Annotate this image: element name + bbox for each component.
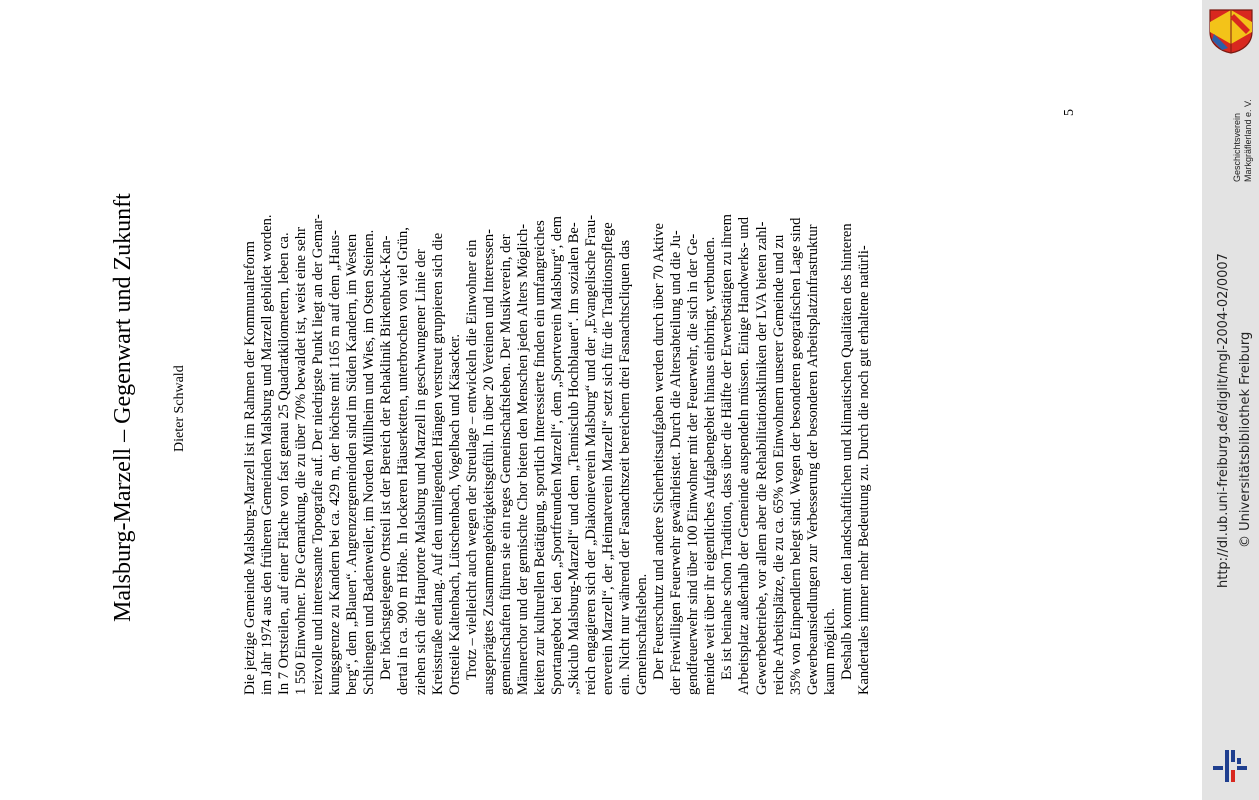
author-name: Dieter Schwald	[172, 365, 187, 452]
body-line: 35% von Einpendlern belegt sind. Wegen der besonderen geografischen Lage sind	[787, 217, 804, 695]
body-line: Der höchstgelegene Ortsteil ist der Bereich der Rehaklinik Birkenbuck-Kan-	[378, 235, 395, 680]
body-line: Gemeinschaftsleben.	[634, 573, 651, 695]
body-line: Gewerbebetriebe, vor allem aber die Rehabilitationskliniken der LVA bieten zahl-	[753, 221, 770, 695]
source-url-link[interactable]: http://dl.ub.uni-freiburg.de/diglit/mgl-2004-02/0007	[1216, 253, 1231, 588]
body-line: Trotz – vielleicht auch wegen der Streulage – entwickeln die Einwohner ein	[463, 239, 480, 680]
copyright-notice: © Universitätsbibliothek Freiburg	[1238, 331, 1253, 548]
body-line: berg“, dem „Blauen“. Angrenzergemeinden sind im Süden Kandern, im Westen	[344, 233, 361, 695]
body-line: der Freiwilligen Feuerwehr gewährleistet. Durch die Altersabteilung und die Ju-	[668, 230, 685, 695]
body-line: „Skiclub Malsburg-Marzell“ und dem „Tennisclub Hochblauen“. Im sozialen Be-	[565, 222, 582, 695]
body-line: Männerchor und der gemischte Chor bieten den Menschen jeden Alters Möglich-	[514, 223, 531, 695]
body-line: ausgeprägtes Zusammengehörigkeitsgefühl. In über 20 Vereinen und Interessen-	[480, 228, 497, 695]
body-line: dertal in ca. 900 m Höhe. In lockeren Häuserketten, unterbrochen von viel Grün,	[395, 227, 412, 695]
body-line: reiche Arbeitsplätze, die zu ca. 65% von Einwohnern unserer Gemeinde und zu	[770, 234, 787, 695]
body-line: 1 550 Einwohner. Die Gemarkung, die zu über 70% bewaldet ist, weist eine sehr	[293, 227, 310, 695]
body-line: Kandertales immer mehr Bedeutung zu. Durch die noch gut erhaltene natürli-	[855, 245, 872, 695]
body-line: im Jahr 1974 aus den früheren Gemeinden Malsburg und Marzell gebildet worden.	[259, 214, 276, 695]
body-line: Arbeitsplatz außerhalb der Gemeinde auspendeln müssen. Einige Handwerks- und	[736, 217, 753, 695]
ub-freiburg-logo-icon	[1210, 746, 1250, 786]
body-line: kaum möglich.	[821, 608, 838, 695]
body-line: ein. Nicht nur während der Fasnachtszeit bereichern drei Fasnachtscliquen das	[617, 240, 634, 695]
body-line: Der Feuerschutz und andere Sicherheitsaufgaben werden durch über 70 Aktive	[651, 223, 668, 680]
body-line: enverein Marzell“, der „Heimatverein Marzell“ setzt sich für die Traditionspflege	[600, 222, 617, 695]
body-line: reich engagieren sich der „Diakonieverein Malsburg“ und der „Evangelische Frau-	[583, 214, 599, 695]
body-line: Deshalb kommt den landschaftlichen und klimatischen Qualitäten des hinteren	[838, 223, 855, 680]
body-line: Die jetzige Gemeinde Malsburg-Marzell ist im Rahmen der Kommunalreform	[242, 241, 258, 695]
page-title: Malsburg-Marzell – Gegenwart und Zukunft	[110, 193, 136, 622]
society-name-line2: Markgräflerland e. V.	[1243, 99, 1253, 182]
page-number: 5	[1062, 109, 1077, 116]
body-line: Kreisstraße entlang. Auf den umliegenden Hängen verstreut gruppieren sich die	[429, 232, 446, 695]
body-line: Schliengen und Badenweiler, im Norden Müllheim und Wies, im Osten Steinen.	[361, 229, 378, 695]
body-line: Gewerbeansiedlungen zur Verbesserung der besonderen Arbeitsplatzinfrastruktur	[804, 224, 821, 695]
body-line: gemeinschaften führen sie ein reges Gemeinschaftsleben. Der Musikverein, der	[497, 234, 514, 695]
body-line: In 7 Ortsteilen, auf einer Fläche von fast genau 25 Quadratkilometern, leben ca.	[276, 232, 293, 695]
coat-of-arms-icon	[1208, 8, 1254, 54]
body-line: meinde weit über ihr eigentliches Aufgabengebiet hinaus einbringt, verbunden.	[702, 236, 719, 695]
body-line: reizvolle und interessante Topografie auf. Der niedrigste Punkt liegt an der Gemar-	[310, 214, 327, 695]
body-line: ziehen sich die Hauptorte Malsburg und Marzell in geschwungener Linie der	[412, 249, 429, 695]
body-line: Ortsteile Kaltenbach, Lütschenbach, Vogelbach und Käsacker.	[446, 333, 463, 695]
body-line: keiten zur kulturellen Betätigung, sportlich Interessierte finden ein umfangreiches	[531, 220, 548, 695]
body-line: kungsgrenze zu Kandern bei ca. 429 m, der höchste mit 1165 m auf dem „Haus-	[327, 230, 344, 695]
society-name-line1: Geschichtsverein	[1232, 112, 1242, 182]
body-line: Sportangebot bei den „Sportfreunden Marzell“, dem „Sportverein Malsburg“, dem	[548, 216, 565, 695]
body-line: gendfeuerwehr sind über 100 Einwohner mit der Feuerwehr, die sich in der Ge-	[685, 233, 702, 695]
body-line: Es ist beinahe schon Tradition, dass über die Hälfte der Erwerbstätigen zu ihrem	[719, 214, 736, 680]
